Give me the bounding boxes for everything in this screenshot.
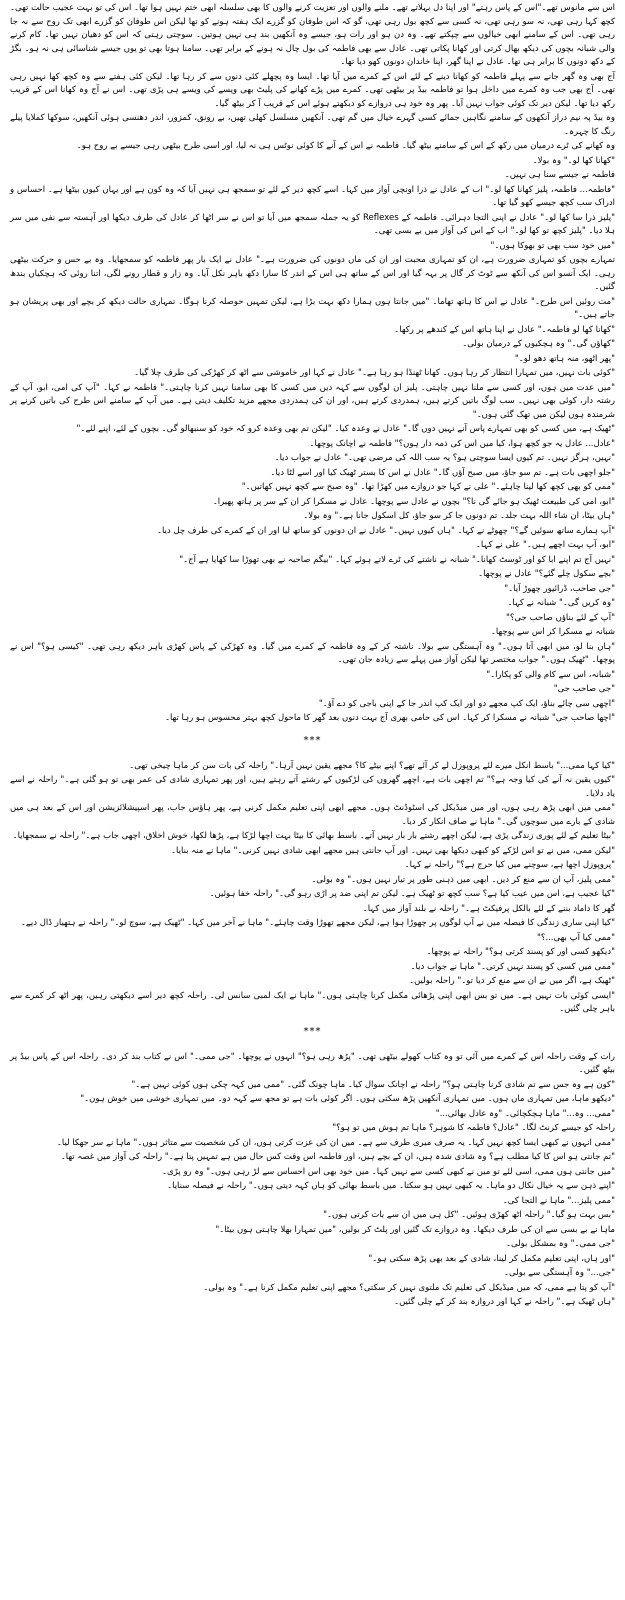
paragraph: ماہا نے بے بسی سے ان کی طرف دیکھا۔ وہ دروازے تک گئیں اور پلٹ کر بولیں، "میں تمہارا بھلا چاہتی ہوں بیٹا۔"	[215, 1224, 615, 1235]
paragraph: "میں عدت میں ہوں، اور کسی سے ملنا نہیں چاہتی۔ پلیز ان لوگوں سے کہہ دیں میں کسی کا بھی سامنا نہیں کرنا چاہتی۔" فاطمہ نے کہا۔ "آپ کی امی، ابو، آپ کے رشتہ دار، کوئی بھی نہیں۔ سب لوگ باتیں کرتے ہیں، ہمدردی کرتے ہیں، اور ان کی ہمدردی مجھے مزید تکلیف دیتی ہے۔ میں آپ کے سامنے اس طرح کی باتیں کرنے پر شرمندہ ہوں لیکن میں تھک گئی ہوں۔"	[10, 382, 615, 420]
paragraph: "ہاں بیٹا، ان شاء اللہ بہت جلد۔ تم دونوں جا کر سو جاؤ، کل اسکول جانا ہے۔" وہ بولا۔	[303, 511, 615, 521]
paragraph: "نہیں آج تم اپنے ابا کو اور ٹوسٹ کھانا۔" شبانہ نے ناشتے کی ٹرے لاتے ہوئے کہا۔ "بیگم صاحبہ نے بھی تھوڑا سا کھایا ہے آج۔"	[179, 554, 615, 565]
paragraph: وہ بیڈ پہ نیم دراز آنکھوں کے سامنے نگاہیں جمائے کسی گہرے خیال میں گم تھی۔ آنکھیں مسلسل کھلی تھیں، بے رونق، کمزور، اندر دھنسی ہوئی آنکھیں، سوکھا کملایا پیلے رنگ کا چہرہ۔	[10, 113, 615, 137]
paragraph: رات کے وقت راحلہ اس کے کمرے میں آئی تو وہ کتاب کھولے بیٹھی تھی۔ "پڑھ رہی ہو؟" انہوں نے پوچھا۔ "جی ممی۔" اس نے کتاب بند کر دی۔ راحلہ اس کے پاس بیڈ پر بیٹھ گئیں۔	[10, 1051, 615, 1075]
paragraph: "ممی کیا آپ بھی...؟"	[536, 932, 615, 943]
paragraph: "ممی پلیز..." ماہا نے التجا کی۔	[502, 1195, 615, 1206]
paragraph: "عادل... عادل یہ جو کچھ ہوا، کیا میں اس کی ذمہ دار ہوں؟" فاطمہ نے اچانک پوچھا۔	[309, 438, 615, 449]
paragraph: گھر کا داماد بننے کے لئے بالکل پرفیکٹ ہے۔" راحلہ نے بلند آواز میں کہا۔	[362, 903, 615, 914]
paragraph: "ہاں بنا لو، میں ابھی آتا ہوں۔" وہ آہستگی سے بولا۔ ناشتہ کر کے وہ فاطمہ کے کمرے میں گیا۔ وہ کھڑکی کے پاس کھڑی باہر دیکھ رہی تھی۔ "کیسی ہو؟" اس نے پوچھا۔ "ٹھیک ہوں۔" جواب مختصر تھا لیکن آواز میں پہلے سے زیادہ جان تھی۔	[10, 641, 615, 665]
paragraph: "جی صاحب جی"	[553, 684, 615, 694]
paragraph: "کیا عجیب ہے، اس میں عیب کیا ہے؟ سب کچھ تو ٹھیک ہے۔ لیکن تم اپنی ضد پر اڑی رہو گی۔" راحلہ خفا ہوئیں۔	[209, 889, 615, 899]
paragraph: "اچھا صاحب جی" شبانہ نے مسکرا کر کہا۔ اس کی حامی بھری آج بہت دنوں بعد گھر کا ماحول کچھ بہتر محسوس ہو رہا تھا۔	[164, 713, 615, 723]
paragraph: "بیٹا تعلیم کے لئے پوری زندگی پڑی ہے، لیکن اچھے رشتے بار بار نہیں آتے۔ باسط بھائی کا بیٹا بہت اچھا لڑکا ہے، پڑھا لکھا، خوش اخلاق، اچھی جاب ہے۔" راحلہ نے سمجھایا۔	[12, 831, 615, 841]
paragraph: "ایسی کوئی بات نہیں ہے۔ میں تو بس ابھی اپنی پڑھائی مکمل کرنا چاہتی ہوں۔" ماہا نے ایک لمبی سانس لی۔ راحلہ کچھ دیر اسے دیکھتی رہیں، پھر اٹھ کر کمرے سے باہر چلی گئیں۔	[10, 990, 615, 1014]
paragraph: "ممی میں ابھی پڑھ رہی ہوں، اور میں میڈیکل کی اسٹوڈنٹ ہوں۔ مجھے ابھی اپنی تعلیم مکمل کرنی ہے، پھر ہاؤس جاب، پھر اسپیشلائزیشن اور اس کے بعد ہی میں شادی کے بارے میں سوچوں گی۔" ماہا نے صاف انکار کر دیا۔	[10, 803, 615, 827]
paragraph: "اور ہاں، اپنی تعلیم مکمل کر لینا، شادی کے بعد بھی پڑھ سکتی ہو۔"	[368, 1253, 615, 1264]
paragraph: "کھاؤں گی۔" وہ ہچکیوں کے درمیان بولی۔	[462, 339, 615, 349]
paragraph: "کون ہے وہ جس سے تم شادی کرنا چاہتی ہو؟" راحلہ نے اچانک سوال کیا۔ ماہا چونک گئی۔ "ممی میں کہہ چکی ہوں کوئی نہیں ہے۔"	[131, 1079, 615, 1090]
paragraph: "تم جانتی ہو اس کا کیا مطلب ہے؟ وہ شادی شدہ ہیں، ان کے بچے ہیں، اور فاطمہ اس وقت کس حال میں ہے تمہیں پتا ہے۔" راحلہ کی آواز میں غصہ تھا۔	[60, 1152, 615, 1162]
paragraph: "ممی میں کسی کو پسند نہیں کرتی۔" ماہا نے جواب دیا۔	[410, 961, 615, 972]
story-section	[10, 2, 615, 726]
paragraph: "ٹھیک ہے، اگر میں نے ان سے منع کر دیا تو۔" راحلہ بولیں۔	[409, 976, 615, 986]
paragraph: "اچھی سی چائے بناؤ، ایک کپ مجھے دو اور ایک کپ اندر جا کے اپنی باجی کو دے آؤ۔"	[318, 698, 615, 709]
paragraph: "کیا کہا ممی..." باسط انکل میرے لئے پروپوزل لے کر آئے تھے؟ اپنے بیٹے کا؟ مجھے یقین نہیں آرہا۔" راحلہ کی بات سن کر ماہا چیخی تھی۔	[129, 760, 615, 771]
paragraph: راحلہ کو جیسے کرنٹ لگا۔ "عادل؟ فاطمہ کا شوہر؟ ماہا تم ہوش میں تو ہو؟"	[332, 1123, 615, 1133]
paragraph: "جی ممی۔" وہ بمشکل بولی۔	[506, 1239, 615, 1249]
paragraph: آج بھی وہ گھر جانے سے پہلے فاطمہ کو کھانا دینے کے لئے اس کے کمرے میں آیا تھا۔ ایسا وہ پچھلے کئی دنوں سے کر رہا تھا۔ لیکن کئی ہفتے سے وہ کچھ کھا نہیں رہی تھی۔ آج بھی جب وہ کمرے میں داخل ہوا تو فاطمہ بیڈ پر بیٹھی تھی۔ کمرے میں پڑے کھانے کی پلیٹ بھی ویسے کی ویسے ہی پڑی تھی۔ اس نے آج وہ کھانا اس کے قریب رکھ دیا تھا۔ لیکن دیر تک کوئی جواب نہیں آیا۔ پھر وہ خود ہی دروازے کو دیکھتے ہوئے اس کے قریب آ کر بیٹھ گیا۔	[10, 71, 615, 109]
paragraph: "کھانا کھا لو فاطمہ۔" عادل نے اپنا ہاتھ اس کے کندھے پر رکھا۔	[394, 324, 615, 335]
paragraph: "پروپوزل اچھا ہے، سوچنے میں کیا حرج ہے؟" راحلہ نے کہا۔	[404, 860, 615, 870]
paragraph: "ابو، آپ بہت اچھے ہیں۔" علی نے کہا۔	[475, 540, 615, 550]
paragraph: "ہاں ٹھیک ہے۔" راحلہ نے کہا اور دروازہ بند کر کے چلی گئیں۔	[394, 1297, 615, 1307]
paragraph: "میں جانتی ہوں ممی، اسی لئے تو میں نے کبھی کسی سے نہیں کہا۔ میں خود بھی اس احساس سے لڑ رہی ہوں۔" وہ رو پڑی۔	[162, 1166, 615, 1177]
paragraph: "جی صاحب، ڈرائیور چھوڑ آیا۔"	[504, 583, 615, 594]
paragraph: "بس بہت ہو گیا۔" راحلہ اٹھ کھڑی ہوئیں۔ "کل ہی میں ان سے بات کرتی ہوں۔"	[323, 1210, 615, 1220]
paragraph: "ابو، امی کی طبیعت ٹھیک ہو جائے گی نا؟" بچوں نے عادل سے پوچھا۔ عادل نے مسکرا کر ان کے سر پر ہاتھ پھیرا۔	[212, 496, 615, 507]
paragraph: "مت روئیں اس طرح۔" عادل نے اس کا ہاتھ تھاما۔ "میں جانتا ہوں ہمارا دکھ بہت بڑا ہے، لیکن تمہیں حوصلہ کرنا ہوگا۔ تمہاری حالت دیکھ کر بچے اور بھی پریشان ہو جاتے ہیں۔"	[10, 296, 615, 320]
paragraph: فاطمہ نے جیسے سنا ہی نہیں۔	[504, 170, 615, 180]
paragraph: "آپ کے لئے بناؤں صاحب جی؟"	[506, 612, 615, 623]
paragraph: "وہ کریں گی۔" شبانہ نے کہا۔	[507, 598, 615, 608]
paragraph: "آپ کو پتا ہے ممی، کہ میں میڈیکل کی تعلیم تک ملتوی نہیں کر سکتی؟ مجھے اپنی تعلیم مکمل کرنا ہے۔" وہ بولی۔	[203, 1282, 615, 1293]
paragraph: "دیکھو کسی اور کو پسند کرتی ہو؟" راحلہ نے پوچھا۔	[426, 947, 615, 957]
paragraph: "ٹھیک ہے، میں کسی کو بھی تمہارے پاس آنے نہیں دوں گا۔" عادل نے وعدہ کیا۔ "لیکن تم بھی وعدہ کرو کہ خود کو سنبھالو گی۔ بچوں کے لئے، اپنے لئے۔"	[76, 424, 615, 434]
paragraph: "لیکن ممی، میں نے تو اس لڑکے کو کبھی دیکھا بھی نہیں۔ اور آپ جانتی ہیں مجھے ابھی شادی نہیں کرنی۔" ماہا نے منہ بنایا۔	[171, 845, 615, 856]
paragraph: "میں خود سب بھی تو بھوکا ہوں۔"	[490, 240, 615, 251]
paragraph: تمہارے بچوں کو تمہاری ضرورت ہے، ان کو تمہاری محبت اور ان کی ماں دونوں کی ضرورت ہے۔" عادل نے ایک بار پھر فاطمہ کو سمجھایا۔ وہ بے حس و حرکت بیٹھی رہی۔ ایک آنسو اس کی آنکھ سے ٹوٹ کر گال پر بہہ گیا اور اس کے ساتھ ہی اس کے اندر کا سارا دکھ باہر نکل آیا۔ وہ زار و قطار رونے لگی، اتنا روئی کہ ہچکیاں بندھ گئیں۔	[10, 255, 615, 292]
paragraph: شبانہ نے مسکرا کر اس سے پوچھا۔	[490, 627, 615, 637]
section-divider: ***	[303, 734, 322, 746]
paragraph: "پھر اٹھو، منہ ہاتھ دھو لو۔"	[514, 353, 615, 364]
paragraph: "نہیں، ہرگز نہیں۔ تم کیوں ایسا سوچتی ہو؟ یہ سب اللہ کی مرضی تھی۔" عادل نے جواب دیا۔	[274, 453, 615, 463]
paragraph: "شبانہ، اس سے کام والی کو پکارا۔"	[486, 669, 615, 680]
paragraph: "جلو اچھی بات ہے۔ تم سو جاؤ، میں صبح آؤں گا۔" عادل نے اس کا بستر ٹھیک کیا اور اسے لٹا دیا۔	[270, 467, 615, 478]
paragraph: اس سے مانوس تھے۔"اس کے پاس رہتے" اور اپنا دل بہلاتے تھے۔ ملنے والوں اور تعزیت کرنے والوں کا بھی سلسلہ ابھی ختم نہیں ہوا تھا۔ اس کی تو بہت عجیب حالت تھی۔ کچھ کہا رہی تھی، نہ سو رہی تھی، نہ کسی سے کچھ بول رہی تھی، گو کہ اس طوفان کو گزرے ایک ہفتہ ہونے کو تھا لیکن اس طوفان کو گزرے ابھی تک روح سے نہ جا رہی تھی۔ اس کے سامنے ابھی خیالوں سے چپکتے تھے۔ وہ دن ہو اور رات ہو، جیسے وہ آنکھیں بند ہی نہیں ہوتیں۔ سوچتی رہتی کہ اس کو دھیان نہیں تھا۔ کام کرنے والی شبانہ بچوں کی دیکھ بھال کرتی اور کھانا پکاتی تھی۔ عادل سے بھی فاطمہ کی بول چال نہ ہونے کے برابر تھی۔ سامنا ہوتا بھی تو یوں جیسے شناسائی ہی نہ ہو۔ بگڑ کے دکھ دونوں کا برابر ہی تھا۔ عادل نے اپنا گھر، اپنا خاندان دونوں کھو دیا تھا۔	[10, 3, 615, 67]
paragraph: "کھانا کھا لو۔" وہ بولا۔	[532, 155, 615, 166]
paragraph: "جی..." وہ آہستگی سے بولی۔	[504, 1268, 615, 1278]
paragraph: "بچے سکول چلے گئے؟" عادل نے پوچھا۔	[478, 569, 615, 579]
paragraph: "کوئی بات نہیں، میں تمہارا انتظار کر رہا ہوں۔ کھانا ٹھنڈا ہو رہا ہے۔" عادل نے کہا اور خاموشی سے اٹھ کر کھڑکی کی طرف چلا گیا۔	[134, 368, 615, 378]
story-section	[10, 1051, 615, 1310]
paragraph: "فاطمہ... فاطمہ، پلیز کھانا کھا لو۔" اب کے عادل نے ذرا اونچی آواز میں کہا۔ اسے کچھ دیر کے لئے تو سمجھ ہی نہیں آیا کہ وہ کون ہے اور یہاں کیوں بیٹھا ہے۔ احساس و ادراک سب کچھ جیسے کھو گیا تھا۔	[10, 184, 615, 208]
paragraph: "ممی... وہ..." ماہا ہچکچائی۔ "وہ عادل بھائی..."	[435, 1108, 615, 1119]
paragraph: "آپ ہمارے ساتھ سوئیں گے؟" چھوٹے نے کہا۔ "ہاں کیوں نہیں۔" عادل نے ان دونوں کو ساتھ لیا اور ان کے کمرے کی طرف چل دیا۔	[156, 525, 615, 536]
paragraph: "اپنے ذہن سے یہ خیال نکال دو ماہا۔ یہ کبھی نہیں ہو سکتا۔ میں باسط بھائی کو ہاں کہہ دیتی ہوں۔" راحلہ نے فیصلہ سنایا۔	[167, 1181, 615, 1191]
paragraph: "کیوں یقین نہ آنے کی کیا وجہ ہے؟" تم اچھی بات ہے، اچھے گھروں کی لڑکیوں کے رشتے آتے رہتے ہیں، اور پھر تمہاری شادی کی عمر بھی تو ہو گئی ہے۔" راحلہ نے اسے یاد دلایا۔	[10, 775, 615, 799]
paragraph: "کیا اپنی ساری زندگی کا فیصلہ میں نے آپ لوگوں پر چھوڑا ہوا ہے، لیکن مجھے تھوڑا وقت چاہئے۔" ماہا نے آخر میں کہا۔ "ٹھیک ہے، سوچ لو۔" راحلہ نے ہتھیار ڈال دیے۔	[20, 918, 615, 928]
paragraph: "دیکھو ماہا، میں تمہاری ماں ہوں۔ میں تمہاری آنکھیں پڑھ سکتی ہوں۔ اگر کوئی بات ہے تو مجھ سے کہہ دو۔ میں تمہاری خوشی میں خوش ہوں۔"	[80, 1094, 615, 1104]
paragraph: "ممی کو بھی کچھ کھا لینا چاہئے۔" علی نے کہا جو دروازے میں کھڑا تھا۔ "وہ صبح سے کچھ نہیں کھاتیں۔"	[241, 482, 615, 492]
paragraph: "ممی پلیز، آپ ان سے منع کر دیں۔ ابھی میں ذہنی طور پر تیار نہیں ہوں۔" وہ بولی۔	[311, 874, 615, 885]
paragraph: وہ کھانے کی ٹرے درمیان میں رکھ کے اس کے سامنے بیٹھ گیا۔ فاطمہ نے اس کے آنے کا کوئی نوٹس ہی نہ لیا، اور اسی طرح بیٹھی رہی جیسے بے روح ہو۔	[76, 141, 615, 151]
section-divider: ***	[303, 1025, 322, 1037]
paragraph: "ممی انہوں نے کبھی ایسا کچھ نہیں کہا۔ یہ صرف میری طرف سے ہے۔ میں ان کی عزت کرتی ہوں، ان کی شخصیت سے متاثر ہوں۔" ماہا نے سر جھکا لیا۔	[56, 1137, 615, 1148]
paragraph: "پلیز ذرا سا کھا لو۔" عادل نے اپنی التجا دہرائی۔ فاطمہ کے Reflexes کو یہ جملہ سمجھ میں آیا تو اس نے سر اٹھا کر عادل کی طرف دیکھا اور آہستہ سے نفی میں سر ہلا دیا۔ "پلیز کچھ تو کھا لو۔" اب کے اس کی آواز میں بے بسی تھی۔	[10, 212, 615, 236]
story-section	[10, 760, 615, 1017]
